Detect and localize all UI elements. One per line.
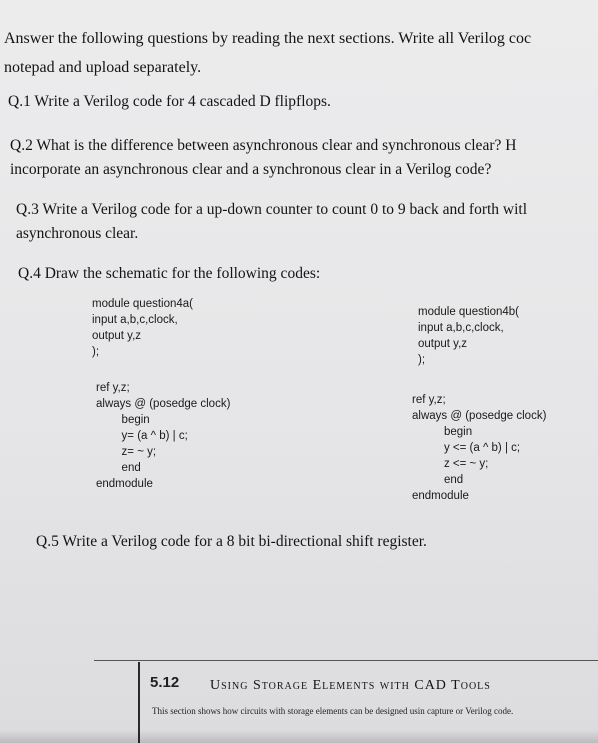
question-2-line-1: Q.2 What is the difference between asynchronous clear and synchronous clear? H: [10, 137, 517, 154]
section-title: Using Storage Elements with CAD Tools: [210, 678, 491, 693]
section-divider-horizontal: [94, 660, 598, 661]
question-5: Q.5 Write a Verilog code for a 8 bit bi-directional shift register.: [36, 533, 427, 550]
question-3-line-1: Q.3 Write a Verilog code for a up-down counter to count 0 to 9 back and forth witl: [16, 201, 528, 218]
instructions-intro: [4, 24, 531, 82]
section-description: This section shows how circuits with storage elements can be designed usin capture or Verilog code.: [152, 706, 514, 716]
question-2-line-2: incorporate an asynchronous clear and a synchronous clear in a Verilog code?: [10, 161, 492, 178]
code-block-question4b-header: module question4b( input a,b,c,clock, output y,z );: [418, 306, 520, 366]
code-block-question4a-body: ref y,z; always @ (posedge clock) begin y= (a ^ b) | c; z= ~ y; end endmodule: [96, 382, 231, 490]
question-4: Q.4 Draw the schematic for the following codes:: [18, 265, 321, 282]
section-number: 5.12: [150, 674, 180, 691]
question-2: [10, 134, 516, 182]
code-block-question4b-body: ref y,z; always @ (posedge clock) begin y <= (a ^ b) | c; z <= ~ y; end endmodule: [412, 394, 547, 502]
question-1: Q.1 Write a Verilog code for 4 cascaded D flipflops.: [8, 93, 331, 110]
instructions-line-2: notepad and upload separately.: [4, 59, 202, 76]
page-shadow: [0, 730, 598, 743]
question-3-line-2: asynchronous clear.: [16, 225, 139, 242]
code-block-question4a-header: module question4a( input a,b,c,clock, output y,z );: [92, 298, 194, 358]
question-3: [16, 198, 527, 246]
instructions-line-1: Answer the following questions by reading the next sections. Write all Verilog coc: [4, 30, 532, 47]
